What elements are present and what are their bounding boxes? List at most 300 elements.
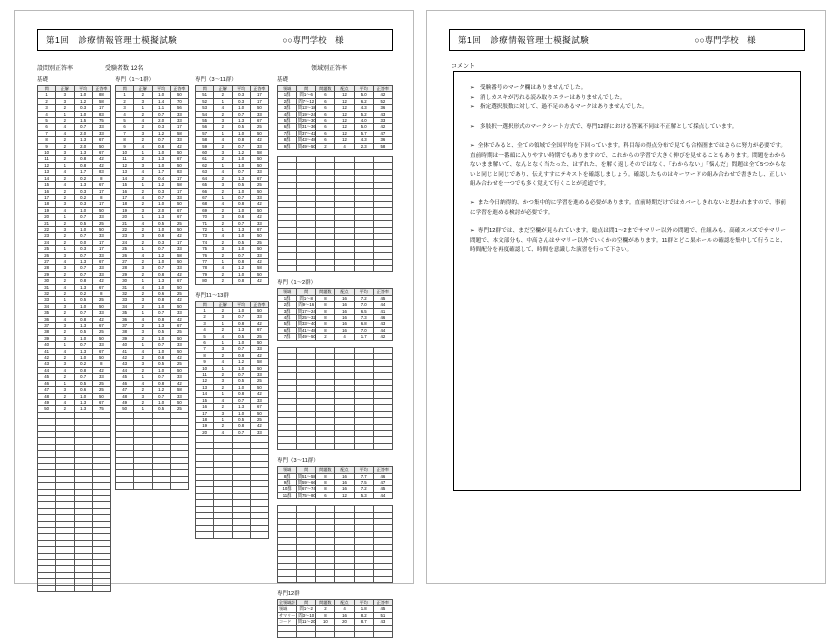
table-cell: 1.0: [232, 410, 250, 416]
table-cell: 1: [214, 416, 232, 422]
table-cell: 58: [170, 182, 188, 188]
table-cell: 45: [116, 374, 134, 380]
table-cell: 8: [92, 194, 110, 200]
table-cell: 9: [196, 359, 214, 365]
table-cell: 2: [214, 239, 232, 245]
table-cell: 0.5: [232, 239, 250, 245]
label-area-rate: 領域別正答率: [311, 66, 348, 72]
table-cell: 1: [134, 214, 152, 220]
table-cell: 2: [56, 188, 74, 194]
table-cell: 50: [250, 156, 268, 162]
table-cell: 7.3: [354, 315, 373, 321]
table-cell-empty: [278, 265, 297, 271]
comment-note-group: [470, 123, 786, 133]
table-cell: 1.0: [232, 246, 250, 252]
table-cell: 0.8: [152, 233, 170, 239]
table-cell: 23: [116, 233, 134, 239]
table-cell: 1.3: [74, 258, 92, 264]
table-cell: 4.0: [354, 118, 373, 124]
table-cell: 2: [56, 194, 74, 200]
table-cell: 0.8: [74, 316, 92, 322]
table-cell: 5群: [278, 321, 297, 327]
table-cell: 0.8: [232, 258, 250, 264]
table-cell: 25: [250, 182, 268, 188]
table-cell: 43: [373, 619, 392, 625]
table-cell-empty: [335, 576, 354, 582]
table-cell: 1.0: [152, 258, 170, 264]
table-cell: 0.8: [74, 156, 92, 162]
table-cell: 4: [56, 258, 74, 264]
spacer: [195, 285, 269, 293]
table-cell: 16: [335, 473, 354, 479]
table-cell: 4: [134, 194, 152, 200]
table-cell: 7.0: [354, 327, 373, 333]
table-cell: 44: [38, 367, 56, 373]
table-cell: 67: [196, 194, 214, 200]
table-cell: 25: [38, 246, 56, 252]
table-cell: 83: [92, 169, 110, 175]
table-cell: 17: [170, 188, 188, 194]
table-cell: 33: [250, 372, 268, 378]
school-name: ○○専門学校 様: [282, 35, 344, 45]
table-cell: 25: [92, 387, 110, 393]
table-cell: 0.3: [74, 188, 92, 194]
table-cell: 3: [38, 105, 56, 111]
table-cell: 8: [116, 137, 134, 143]
table-cell: サマリー: [279, 612, 296, 618]
table-cell: 4: [335, 334, 354, 340]
table-cell: 4.3: [354, 105, 373, 111]
table-cell: 58: [373, 143, 392, 149]
table-cell: 24: [38, 239, 56, 245]
table-cell: 12: [335, 137, 354, 143]
table-cell: 25: [170, 329, 188, 335]
table-cell: 35: [38, 310, 56, 316]
column-basic: [37, 77, 111, 592]
table-cell: 1.0: [74, 226, 92, 232]
table-cell: 1.2: [152, 387, 170, 393]
table-cell: 0.8: [232, 352, 250, 358]
table-cell: 8.2: [354, 612, 373, 618]
table-cell: 47: [116, 387, 134, 393]
table-cell: 1: [214, 365, 232, 371]
table-cell: 8群: [278, 137, 297, 143]
table-cell: 4: [335, 143, 354, 149]
table-cell: 14: [38, 175, 56, 181]
table-cell: 1.3: [152, 323, 170, 329]
table-cell: 42: [170, 297, 188, 303]
table-cell: 0.5: [74, 220, 92, 226]
table-area-3-11: [277, 466, 393, 499]
table-cell: 66: [196, 188, 214, 194]
table-cell: 1: [214, 130, 232, 136]
table-cell: 33: [250, 397, 268, 403]
table-cell: 3: [134, 162, 152, 168]
table-cell: 4: [134, 169, 152, 175]
table-cell: 2: [56, 175, 74, 181]
table-cell: 25: [92, 297, 110, 303]
table-cell: 16: [38, 188, 56, 194]
table-cell: 25: [116, 246, 134, 252]
table-cell: 0.0: [74, 239, 92, 245]
table-cell: 12: [38, 162, 56, 168]
table-cell: 1: [56, 342, 74, 348]
table-cell: 問49～50: [297, 143, 316, 149]
table-cell: 37: [116, 323, 134, 329]
table-cell: 50: [92, 355, 110, 361]
table-cell: 2: [214, 175, 232, 181]
table-cell: 2: [56, 291, 74, 297]
table-area-blank-1: [277, 156, 393, 272]
table-cell: 3: [214, 182, 232, 188]
table-cell: 2: [214, 252, 232, 258]
table-cell: 0.2: [74, 291, 92, 297]
table-cell: 47: [373, 130, 392, 136]
table-cell: 50: [92, 303, 110, 309]
table-cell: 16: [196, 404, 214, 410]
table-cell: 41: [38, 348, 56, 354]
table-cell: 49: [38, 399, 56, 405]
table-cell: 4: [214, 429, 232, 435]
table-cell: 42: [38, 355, 56, 361]
table-cell: 25: [250, 239, 268, 245]
table-cell: 問51～58: [297, 473, 316, 479]
th-ratep: 正答率: [373, 289, 392, 295]
table-area-blank-2: [277, 347, 393, 451]
table-cell: 7.7: [354, 473, 373, 479]
table-cell: 14: [196, 391, 214, 397]
table-cell: 0.6: [152, 291, 170, 297]
table-cell: 8: [316, 321, 335, 327]
table-cell: 3: [214, 410, 232, 416]
table-cell: 17: [170, 175, 188, 181]
table-cell: 25: [170, 291, 188, 297]
table-cell: 75: [92, 118, 110, 124]
table-cell: 0.7: [232, 314, 250, 320]
table-cell: 2: [214, 92, 232, 98]
table-cell: 1.2: [232, 359, 250, 365]
table-cell: 2: [56, 355, 74, 361]
table-cell: 32: [116, 291, 134, 297]
table-cell: 2: [316, 334, 335, 340]
table-cell: 61: [196, 156, 214, 162]
table-cell: 46: [116, 380, 134, 386]
table-cell: 42: [373, 124, 392, 130]
table-cell: 11: [116, 156, 134, 162]
table-row: [278, 492, 393, 498]
label-question-rate: 設問別正答率: [37, 66, 74, 72]
table-cell: 0.5: [232, 124, 250, 130]
table-cell: 83: [170, 169, 188, 175]
table-cell: 0.7: [74, 342, 92, 348]
table-cell-empty: [278, 443, 297, 449]
table-cell: 30: [116, 278, 134, 284]
table-cell: 3: [56, 335, 74, 341]
table-cell: 18: [196, 416, 214, 422]
table-cell: 0.2: [74, 361, 92, 367]
table-cell: 0.7: [232, 397, 250, 403]
spacer: [277, 583, 393, 591]
table-cell: 25: [170, 406, 188, 412]
table-cell: 42: [170, 143, 188, 149]
table-cell: 4: [134, 118, 152, 124]
table-cell: 2: [56, 143, 74, 149]
table-cell: 50: [250, 365, 268, 371]
table-cell: 1.3: [152, 156, 170, 162]
table-cell: 27: [38, 258, 56, 264]
list-item: [470, 103, 786, 113]
table-cell: 1.7: [74, 169, 92, 175]
th-qno: 問: [297, 467, 316, 473]
table-cell: 12: [196, 378, 214, 384]
table-cell: 0.5: [152, 220, 170, 226]
th-ans: 正解: [214, 86, 232, 92]
table-cell: 33: [250, 252, 268, 258]
table-cell: 0.7: [232, 372, 250, 378]
table-cell-empty: [316, 576, 335, 582]
table-cell: 0.8: [152, 355, 170, 361]
table-cell: 問11～20: [297, 619, 316, 625]
table-cell: 42: [250, 278, 268, 284]
table-cell: 1: [214, 162, 232, 168]
table-cell: 0.4: [152, 175, 170, 181]
table-cell: 6群: [278, 327, 297, 333]
table-cell: 17: [92, 239, 110, 245]
table-cell: 80: [196, 278, 214, 284]
table-cell: 3: [214, 118, 232, 124]
table-cell: 4: [134, 316, 152, 322]
table-cell-empty: [335, 443, 354, 449]
table-cell: 0.5: [74, 297, 92, 303]
table-cell: 8: [316, 612, 335, 618]
table-cell: 8: [316, 308, 335, 314]
table-cell-empty: [373, 265, 392, 271]
table-cell: 3: [134, 233, 152, 239]
table-cell-empty: [116, 483, 134, 489]
table-cell: 1: [116, 92, 134, 98]
table-cell: 50: [250, 130, 268, 136]
table-cell: 10: [116, 150, 134, 156]
table-cell: 16: [335, 612, 354, 618]
report-page-right: [426, 10, 826, 584]
table-cell: 1.3: [232, 226, 250, 232]
table-cell: 1.0: [232, 207, 250, 213]
table-cell: 1: [214, 340, 232, 346]
table-cell: 70: [170, 98, 188, 104]
th-qcount: 問題数: [316, 86, 335, 92]
arrow-icon: ➢: [470, 94, 475, 101]
table-cell: 1.3: [74, 284, 92, 290]
table-cell: 42: [250, 320, 268, 326]
table-cell: 4: [214, 333, 232, 339]
table-cell: 4: [134, 348, 152, 354]
table-cell: 4: [214, 105, 232, 111]
th-ratep: 正答率: [373, 86, 392, 92]
table-cell: 1.3: [74, 399, 92, 405]
table-cell: 問1～8: [297, 295, 316, 301]
table-cell: 0.5: [232, 333, 250, 339]
table-cell: 0.7: [152, 111, 170, 117]
table-cell: 1: [214, 194, 232, 200]
table-cell: 14: [116, 175, 134, 181]
table-cell: 3: [134, 361, 152, 367]
table-cell: 1.0: [152, 367, 170, 373]
table-cell: 3: [56, 361, 74, 367]
table-cell: 1.0: [152, 201, 170, 207]
table-cell-empty: [38, 585, 56, 591]
table-cell: 73: [196, 233, 214, 239]
table-cell: 44: [373, 327, 392, 333]
table-cell: 4: [38, 111, 56, 117]
table-cell: 3: [196, 320, 214, 326]
column-area-rates: [277, 77, 393, 638]
table-cell: 79: [196, 271, 214, 277]
table-cell: 17: [92, 246, 110, 252]
table-cell-empty: [278, 576, 297, 582]
table-cell: 0.7: [232, 194, 250, 200]
table-cell: 6群: [278, 124, 297, 130]
table-cell: 50: [116, 406, 134, 412]
table-cell: 42: [250, 352, 268, 358]
table-cell: 2: [134, 323, 152, 329]
table-specialty-1-answers: [115, 85, 189, 490]
paragraph-text: 全体でみると、全ての領域で全国平均を下回っています。科目毎の得点分布で見ても合格圏まではさらに努力が必要です。直前時期は一番頭に入りやすい時期でもありますので、これからの学習で大きく伸びを見せることもあります。問題をわからないまま解いて、なんとなく当たった、はずれた、を解く返しそのではなく、「わからない」「悩んだ」問題は全て5つからないと同じと同じであり、伝えすすにテキストを確認しましょう。確認したものはキーワードの組み合わせで書きたし、正しい組み合わせを一つでも多く覚えて行くことが近道です。: [470, 143, 786, 188]
table-cell: 19: [116, 207, 134, 213]
table-cell: 7.2: [354, 486, 373, 492]
table-cell: 1.3: [232, 118, 250, 124]
table-cell: 3: [56, 252, 74, 258]
table-cell: 1.3: [152, 214, 170, 220]
table-cell: 1.8: [354, 606, 373, 612]
table-cell: 1: [56, 162, 74, 168]
table-cell-empty: [92, 585, 110, 591]
table-cell: 8: [92, 361, 110, 367]
arrow-icon: ➢: [470, 228, 475, 235]
table-cell: 42: [92, 156, 110, 162]
table-cell: 33: [170, 111, 188, 117]
table-cell: 5.0: [354, 124, 373, 130]
table-cell: 3: [134, 329, 152, 335]
table-cell: 2: [56, 118, 74, 124]
table-cell: 4: [134, 380, 152, 386]
table-cell: 58: [92, 98, 110, 104]
table-cell: 2: [56, 239, 74, 245]
table-cell: 25: [170, 361, 188, 367]
table-cell: 67: [92, 137, 110, 143]
table-row-empty: [38, 585, 111, 591]
th-q: 問: [196, 301, 214, 307]
table-cell: 5: [116, 118, 134, 124]
table-cell: 7群: [278, 334, 297, 340]
table-cell: 12: [335, 118, 354, 124]
table-cell: 36: [373, 137, 392, 143]
arrow-icon: ➢: [470, 199, 475, 206]
table-cell: 2.0: [152, 207, 170, 213]
table-cell: 58: [196, 137, 214, 143]
table-cell: 12: [335, 111, 354, 117]
table-cell: 0.8: [152, 143, 170, 149]
table-cell: 22: [38, 226, 56, 232]
table-cell: 12: [335, 92, 354, 98]
table-cell: 6.5: [354, 308, 373, 314]
table-cell: 問1～6: [297, 92, 316, 98]
table-cell: 33: [38, 297, 56, 303]
table-cell: 2: [56, 156, 74, 162]
table-cell: 1.3: [74, 323, 92, 329]
table-cell: 13: [196, 384, 214, 390]
table-cell: 16: [335, 479, 354, 485]
table-cell-empty: [316, 265, 335, 271]
table-cell-empty: [297, 576, 316, 582]
th-score: 配点: [335, 289, 354, 295]
table-cell: 2: [134, 226, 152, 232]
table-cell: 問33～40: [297, 321, 316, 327]
table-cell: 6: [316, 105, 335, 111]
table-specialty-3-11-answers: [195, 85, 269, 285]
table-cell: 8: [38, 137, 56, 143]
table-cell: 0.8: [74, 278, 92, 284]
table-cell-empty: [214, 532, 232, 538]
table-cell: 1.0: [74, 303, 92, 309]
table-row-empty: [278, 443, 393, 449]
table-cell: 33: [170, 374, 188, 380]
table-cell: 問41～48: [297, 327, 316, 333]
table-cell: 0.3: [232, 98, 250, 104]
table-cell: 50: [250, 271, 268, 277]
th-avg: 平均: [354, 289, 373, 295]
table-cell: 50: [170, 348, 188, 354]
table-cell: 2: [134, 367, 152, 373]
table-cell: 72: [196, 226, 214, 232]
table-title-specialty-3-11: 専門（3～11群）: [195, 77, 237, 83]
table-cell: 23: [38, 233, 56, 239]
table-cell: 2: [134, 156, 152, 162]
table-cell: 33: [373, 118, 392, 124]
table-cell: 2: [56, 393, 74, 399]
table-cell: 1.3: [74, 348, 92, 354]
table-cell: 1: [134, 406, 152, 412]
table-cell: 2: [214, 308, 232, 314]
table-cell: 6: [316, 124, 335, 130]
table-cell: 36: [116, 316, 134, 322]
table-cell: 2: [134, 258, 152, 264]
table-cell-empty: [335, 632, 354, 638]
table-cell: 50: [250, 340, 268, 346]
table-area-12-group: [277, 599, 393, 638]
table-cell: 4群: [278, 111, 297, 117]
table-cell: 25: [92, 380, 110, 386]
table-cell: 42: [92, 278, 110, 284]
table-cell: 16: [335, 321, 354, 327]
table-cell: 1.0: [152, 399, 170, 405]
table-cell: 8: [196, 352, 214, 358]
table-cell: 6.2: [354, 98, 373, 104]
table-cell: 67: [92, 323, 110, 329]
table-cell: 15: [116, 182, 134, 188]
table-cell: 2: [214, 220, 232, 226]
table-cell: 16: [335, 302, 354, 308]
table-cell: 2: [56, 329, 74, 335]
table-cell-empty: [316, 632, 335, 638]
table-cell: 11群: [278, 492, 297, 498]
table-cell: 0.5: [152, 406, 170, 412]
table-cell: 1.0: [232, 271, 250, 277]
table-cell: 1.0: [232, 384, 250, 390]
table-cell: 0.7: [232, 111, 250, 117]
table-cell: 1: [134, 150, 152, 156]
table-cell: 0.3: [152, 124, 170, 130]
table-cell: 0.7: [74, 310, 92, 316]
